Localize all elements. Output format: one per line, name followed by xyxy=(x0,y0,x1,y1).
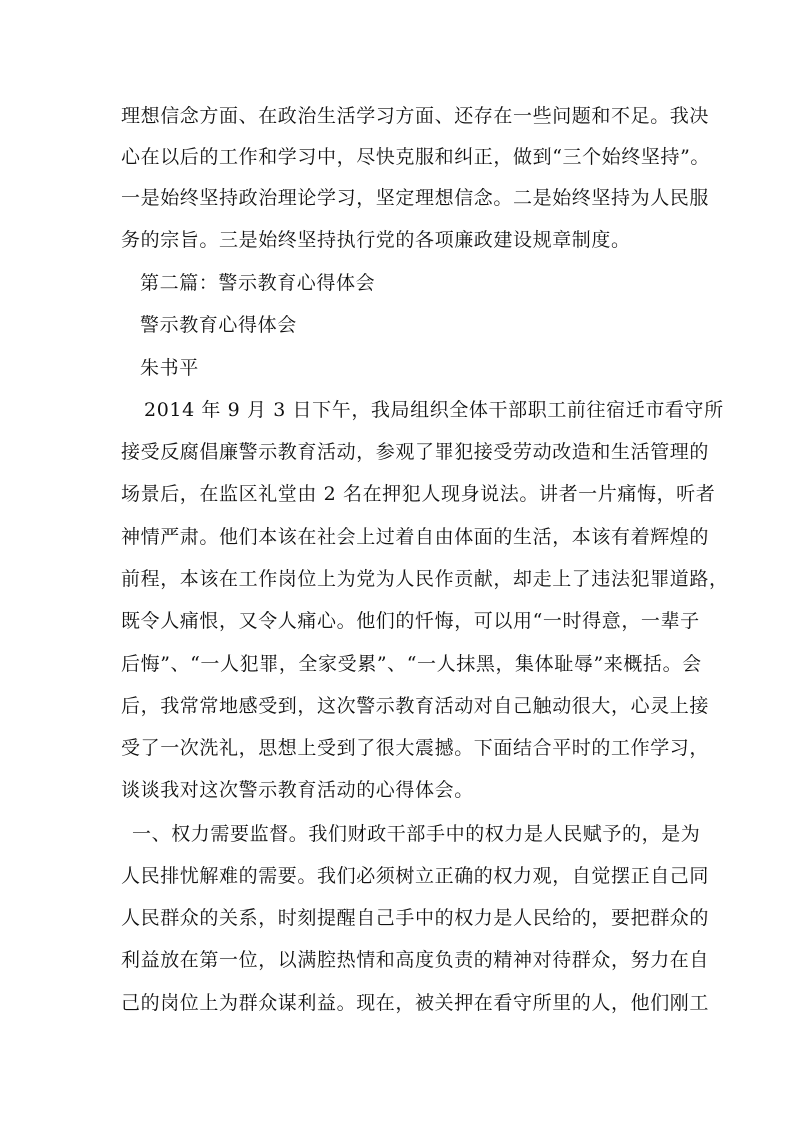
author-name: 朱书平 xyxy=(140,357,199,379)
body-text-line: 人民排忧解难的需要。我们必须树立正确的权力观，自觉摆正自己同 xyxy=(121,865,710,887)
body-text-line: 后，我常常地感受到，这次警示教育活动对自己触动很大，心灵上接 xyxy=(121,695,710,717)
body-text-line: 谈谈我对这次警示教育活动的心得体会。 xyxy=(121,779,474,801)
body-text-line: 神情严肃。他们本该在社会上过着自由体面的生活，本该有着辉煌的 xyxy=(121,526,710,548)
paragraph-heading: 一、权力需要监督。我们财政干部手中的权力是人民赋予的，是为 xyxy=(132,823,701,845)
body-text-line: 心在以后的工作和学习中，尽快克服和纠正，做到“三个始终坚持”。 xyxy=(121,146,711,168)
body-text-line: 己的岗位上为群众谋利益。现在，被关押在看守所里的人，他们刚工 xyxy=(121,992,710,1014)
body-text-line: 理想信念方面、在政治生活学习方面、还存在一些问题和不足。我决 xyxy=(121,105,710,127)
body-text-line: 务的宗旨。三是始终坚持执行党的各项廉政建设规章制度。 xyxy=(121,229,631,251)
body-text-line: 2014 年 9 月 3 日下午，我局组织全体干部职工前往宿迁市看守所 xyxy=(144,399,724,421)
body-text-line: 人民群众的关系，时刻提醒自己手中的权力是人民给的，要把群众的 xyxy=(121,907,710,929)
body-text-line: 一是始终坚持政治理论学习，坚定理想信念。二是始终坚持为人民服 xyxy=(121,187,710,209)
body-text-line: 前程，本该在工作岗位上为党为人民作贡献，却走上了违法犯罪道路， xyxy=(121,568,729,590)
body-text-line: 受了一次洗礼，思想上受到了很大震撼。下面结合平时的工作学习， xyxy=(121,737,710,759)
body-text-line: 接受反腐倡廉警示教育活动，参观了罪犯接受劳动改造和生活管理的 xyxy=(121,441,710,463)
body-text-line: 场景后，在监区礼堂由 2 名在押犯人现身说法。讲者一片痛悔，听者 xyxy=(121,483,716,505)
body-text-line: 后悔”、“一人犯罪，全家受累”、“一人抹黑，集体耻辱”来概括。会 xyxy=(121,653,702,675)
section-heading: 第二篇：警示教育心得体会 xyxy=(140,272,376,294)
body-text-line: 利益放在第一位，以满腔热情和高度负责的精神对待群众，努力在自 xyxy=(121,949,710,971)
body-text-line: 既令人痛恨，又令人痛心。他们的忏悔，可以用“一时得意，一辈子 xyxy=(121,610,700,632)
article-title: 警示教育心得体会 xyxy=(140,314,297,336)
